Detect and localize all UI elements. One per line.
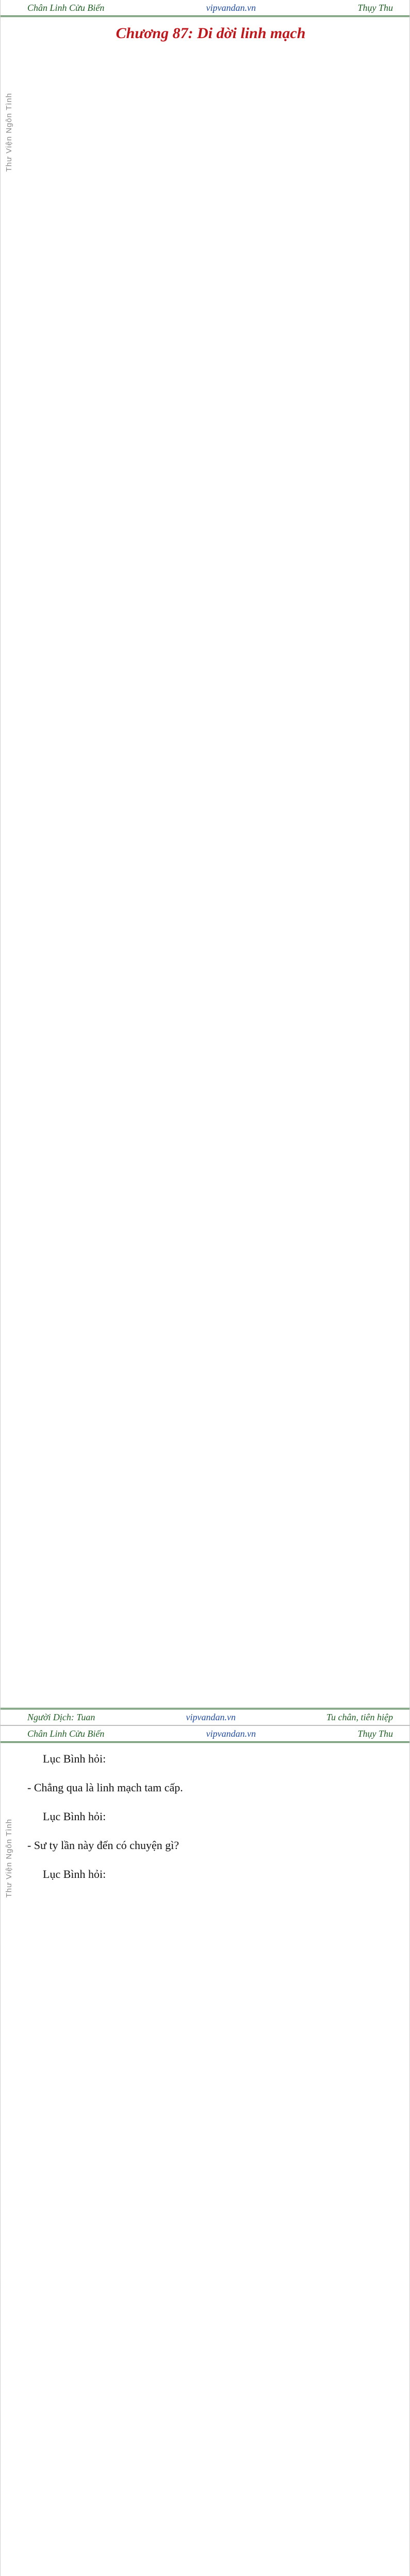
side-watermark: Thư Viện Ngôn Tình [5,93,13,172]
site-link[interactable]: vipvandan.vn [206,1728,256,1739]
book-title: Chân Linh Cửu Biến [27,2,105,13]
body-paragraph: - Sư ty lần này đến có chuyện gì? [27,1839,179,1852]
translator-name: Người Dịch: Tuan [27,1711,95,1722]
body-paragraph: Lục Bình hỏi: [43,1810,106,1823]
book-title: Chân Linh Cửu Biến [27,1728,105,1739]
site-link[interactable]: vipvandan.vn [186,1711,236,1722]
author-name: Thụy Thu [357,1728,393,1739]
page-header [1,1726,409,1743]
genre-label: Tu chân, tiên hiệp [326,1711,393,1722]
page-2-content [27,1751,394,2576]
page-1-content [27,25,394,1700]
side-watermark: Thư Viện Ngôn Tình [5,1819,13,1898]
body-paragraph: Lục Bình hỏi: [43,1868,106,1880]
body-paragraph: Lục Bình hỏi: [43,1752,106,1765]
document-page-2 [0,1725,410,2576]
body-paragraph: - Chẳng qua là linh mạch tam cấp. [27,1781,183,1794]
chapter-title: Chương 87: Di dời linh mạch [116,25,306,42]
site-link[interactable]: vipvandan.vn [206,2,256,13]
page-header [1,0,409,17]
author-name: Thụy Thu [357,2,393,13]
page-footer [1,1708,409,1725]
